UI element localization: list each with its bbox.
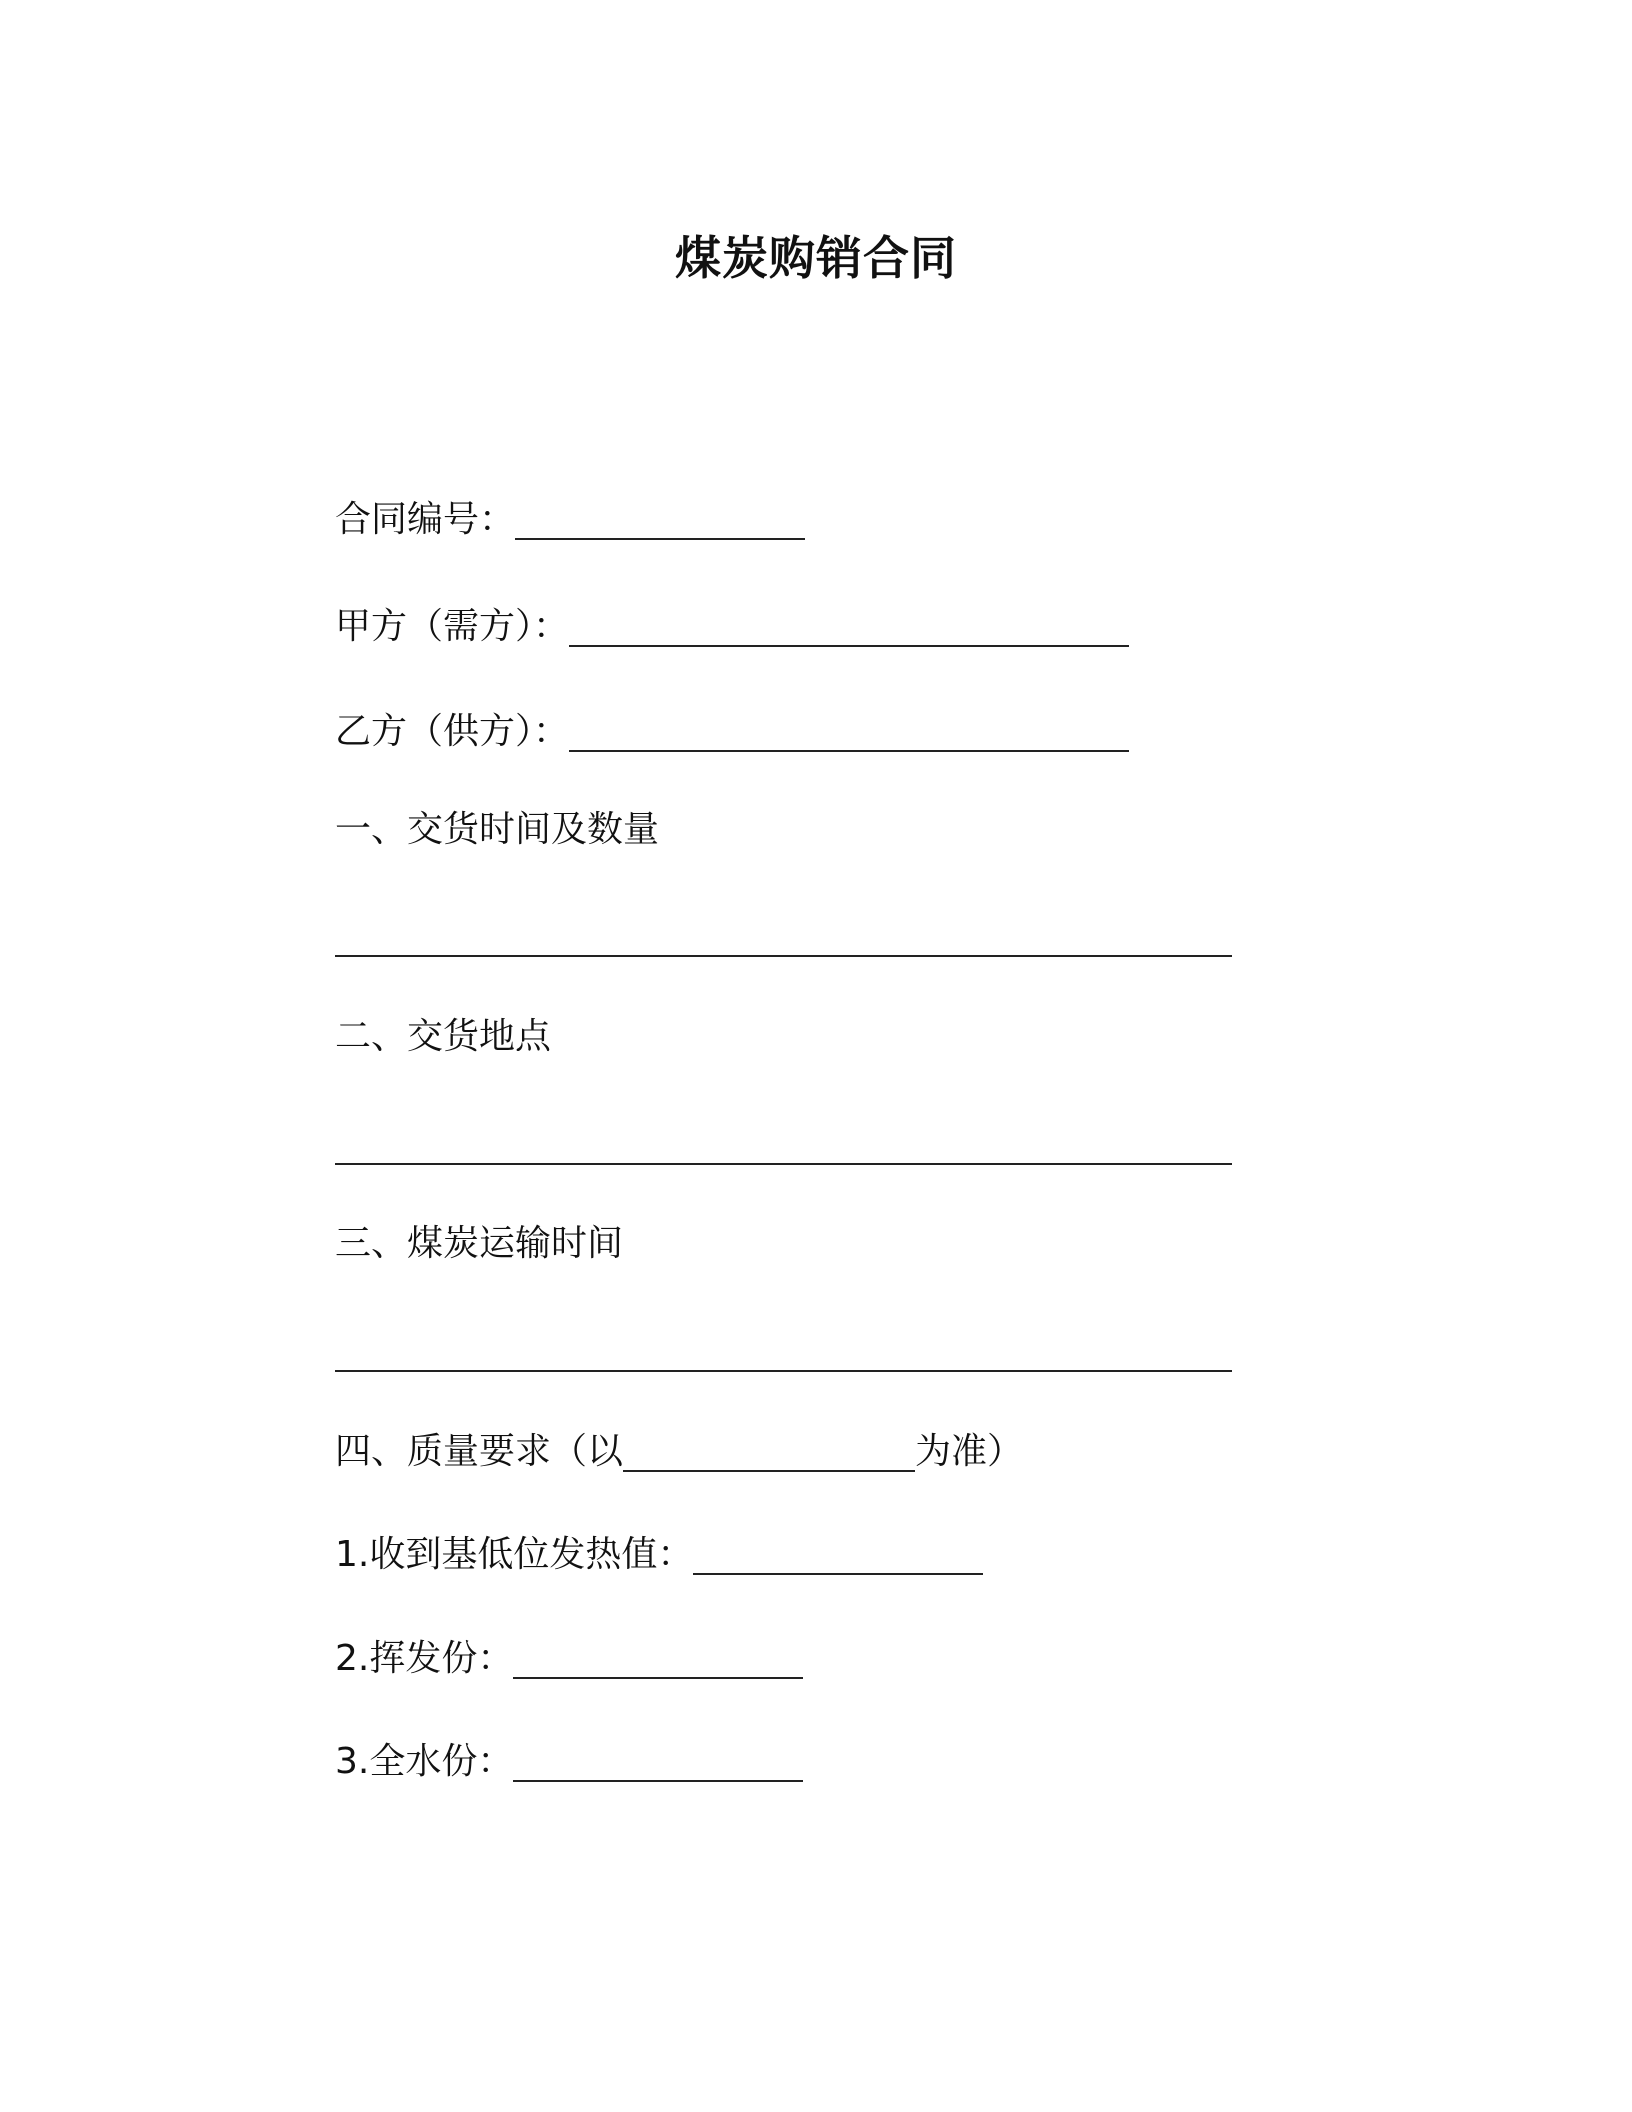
quality-suffix: 为准） — [915, 1431, 1024, 1472]
volatile-matter-blank[interactable] — [513, 1641, 803, 1679]
delivery-location-blank[interactable] — [335, 1163, 1232, 1165]
section-quality-requirements — [335, 1430, 1023, 1474]
quality-prefix: 四、质量要求（以 — [335, 1431, 624, 1472]
contract-number-row — [335, 498, 805, 542]
party-a-blank[interactable] — [569, 609, 1129, 647]
document-title: 煤炭购销合同 — [675, 231, 957, 285]
party-a-row — [335, 605, 1129, 649]
quality-standard-blank[interactable] — [623, 1434, 915, 1472]
total-moisture-blank[interactable] — [513, 1744, 803, 1782]
calorific-value-row — [335, 1533, 983, 1577]
party-b-label: 乙方（供方）： — [335, 711, 570, 752]
volatile-matter-label: 2.挥发份： — [335, 1638, 514, 1679]
total-moisture-label: 3.全水份： — [335, 1741, 514, 1782]
delivery-time-quantity-blank[interactable] — [335, 955, 1232, 957]
contract-number-blank[interactable] — [515, 502, 805, 540]
party-a-label: 甲方（需方）： — [335, 606, 570, 647]
party-b-row — [335, 710, 1129, 754]
section-transport-time: 三、煤炭运输时间 — [335, 1223, 624, 1264]
transport-time-blank[interactable] — [335, 1370, 1232, 1372]
section-delivery-location: 二、交货地点 — [335, 1016, 552, 1057]
contract-number-label: 合同编号： — [335, 499, 516, 540]
section-delivery-time-quantity: 一、交货时间及数量 — [335, 809, 660, 850]
total-moisture-row — [335, 1740, 803, 1784]
party-b-blank[interactable] — [569, 714, 1129, 752]
calorific-value-blank[interactable] — [693, 1537, 983, 1575]
calorific-value-label: 1.收到基低位发热值： — [335, 1534, 694, 1575]
volatile-matter-row — [335, 1637, 803, 1681]
